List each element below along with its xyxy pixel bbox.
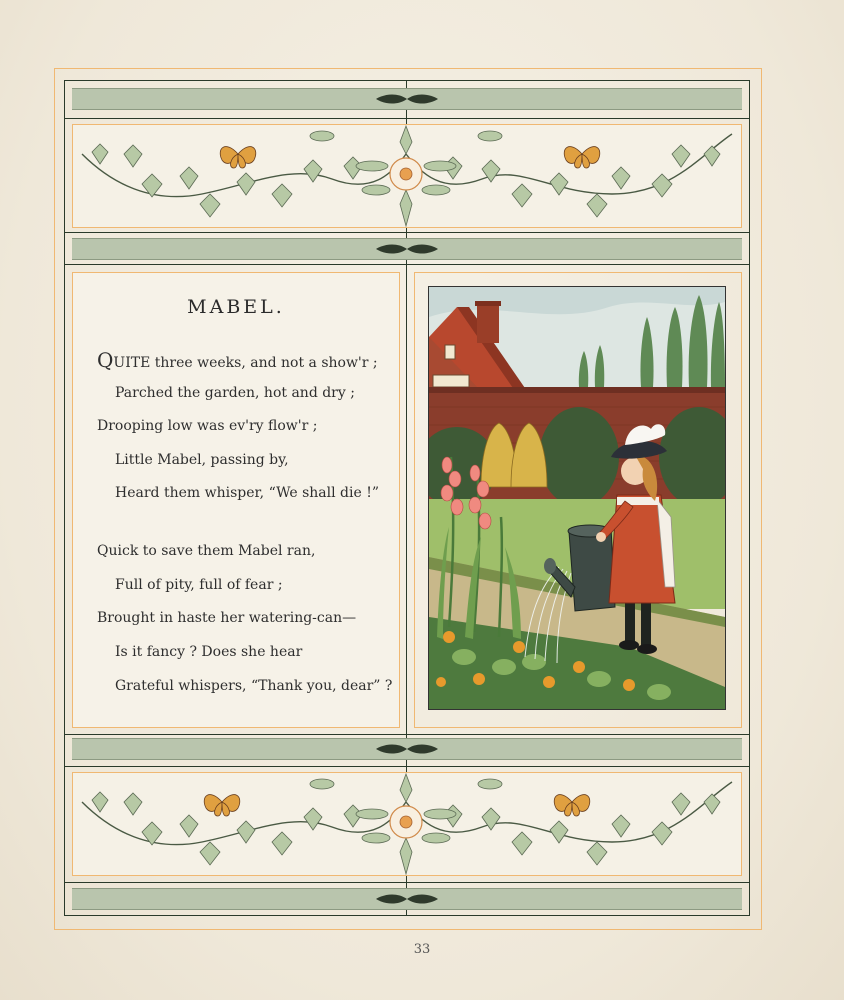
drop-cap: Q — [97, 348, 114, 372]
divider-line — [64, 264, 750, 265]
poem-line: Quick to save them Mabel ran, — [97, 543, 316, 559]
girl-watering-flowers-illustration — [429, 287, 725, 709]
poem-line: Little Mabel, passing by, — [115, 452, 289, 468]
divider-line — [64, 232, 750, 233]
poem-line: Is it fancy ? Does she hear — [115, 644, 303, 660]
poem-line: Grateful whispers, “Thank you, dear” ? — [115, 678, 393, 694]
illustration — [428, 286, 726, 710]
poem-line: QUITE three weeks, and not a show'r ; — [97, 348, 378, 372]
poem-line: Full of pity, full of fear ; — [115, 577, 283, 593]
band-ornament-icon — [372, 240, 442, 258]
poem-line: Heard them whisper, “We shall die !” — [115, 485, 380, 501]
ivy-vine-icon — [72, 124, 742, 228]
poem-line: Drooping low was ev'ry flow'r ; — [97, 418, 318, 434]
divider-line — [64, 766, 750, 767]
divider-line — [64, 882, 750, 883]
divider-line — [64, 734, 750, 735]
poem-line: Parched the garden, hot and dry ; — [115, 385, 355, 401]
divider-line — [64, 118, 750, 119]
poem-line: Brought in haste her watering-can— — [97, 610, 357, 626]
ivy-vine-icon — [72, 772, 742, 876]
band-ornament-icon — [372, 90, 442, 108]
poem-title: MABEL. — [187, 296, 285, 318]
band-ornament-icon — [372, 890, 442, 908]
band-ornament-icon — [372, 740, 442, 758]
page-number: 33 — [413, 942, 431, 957]
